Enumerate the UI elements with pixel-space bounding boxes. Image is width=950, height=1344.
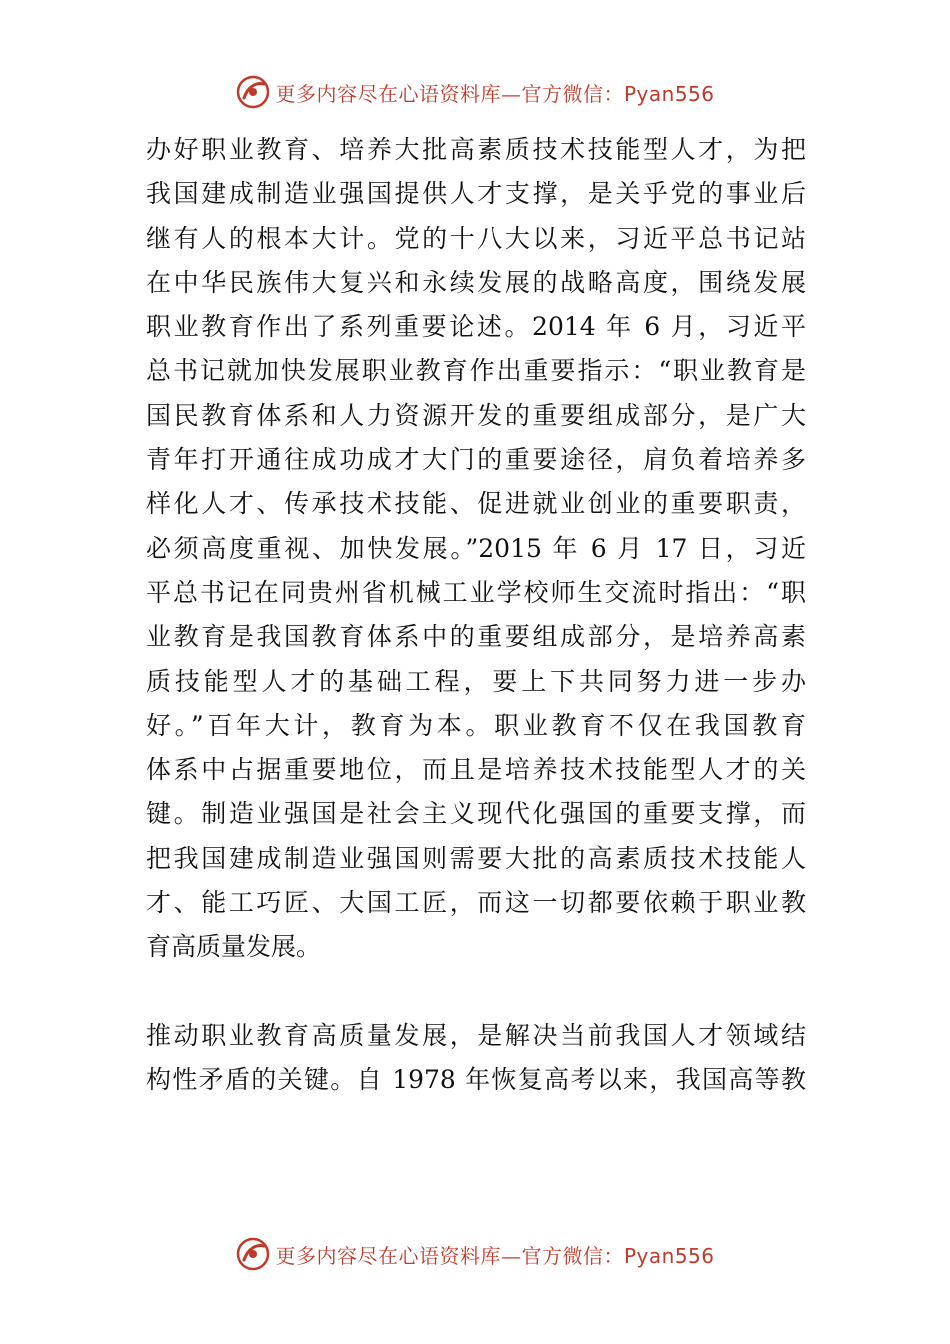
text-line: 国民教育体系和人力资源开发的重要组成部分，是广大 [146, 400, 806, 430]
paragraph-1 [146, 128, 806, 970]
banner-text: 更多内容尽在心语资料库—官方微信：Pyan556 [275, 1243, 715, 1268]
document-body [146, 128, 806, 1102]
text-line: 继有人的根本大计。党的十八大以来，习近平总书记站 [146, 223, 806, 253]
paragraph-2 [146, 1014, 806, 1103]
text-line: 体系中占据重要地位，而且是培养技术技能型人才的关 [146, 755, 806, 785]
footer-watermark-banner [0, 1232, 950, 1276]
text-line: 必须高度重视、加快发展。”2015 年 6 月 17 日，习近 [146, 533, 806, 563]
text-line: 质技能型人才的基础工程，要上下共同努力进一步办 [146, 666, 806, 696]
text-line: 才、能工巧匠、大国工匠，而这一切都要依赖于职业教 [146, 888, 806, 918]
text-line: 业教育是我国教育体系中的重要组成部分，是培养高素 [146, 622, 806, 652]
header-watermark-banner [0, 70, 950, 114]
text-line: 把我国建成制造业强国则需要大批的高素质技术技能人 [146, 843, 806, 873]
text-line: 育高质量发展。 [146, 932, 322, 962]
text-line: 青年打开通往成功成才大门的重要途径，肩负着培养多 [146, 445, 806, 475]
banner-text: 更多内容尽在心语资料库—官方微信：Pyan556 [275, 81, 715, 106]
brand-logo-icon [235, 74, 271, 110]
text-line: 职业教育作出了系列重要论述。2014 年 6 月，习近平 [146, 312, 806, 342]
text-line: 推动职业教育高质量发展，是解决当前我国人才领域结 [146, 1020, 806, 1050]
text-line: 样化人才、传承技术技能、促进就业创业的重要职责， [146, 489, 806, 519]
text-line: 总书记就加快发展职业教育作出重要指示：“职业教育是 [146, 356, 806, 386]
text-line: 构性矛盾的关键。自 1978 年恢复高考以来，我国高等教 [146, 1064, 806, 1094]
text-line: 键。制造业强国是社会主义现代化强国的重要支撑，而 [146, 799, 806, 829]
brand-logo-icon [235, 1236, 271, 1272]
text-line: 好。”百年大计，教育为本。职业教育不仅在我国教育 [146, 710, 806, 740]
text-line: 我国建成制造业强国提供人才支撑，是关乎党的事业后 [146, 179, 806, 209]
text-line: 在中华民族伟大复兴和永续发展的战略高度，围绕发展 [146, 267, 806, 297]
text-line: 办好职业教育、培养大批高素质技术技能型人才，为把 [146, 135, 806, 164]
text-line: 平总书记在同贵州省机械工业学校师生交流时指出：“职 [146, 577, 806, 607]
